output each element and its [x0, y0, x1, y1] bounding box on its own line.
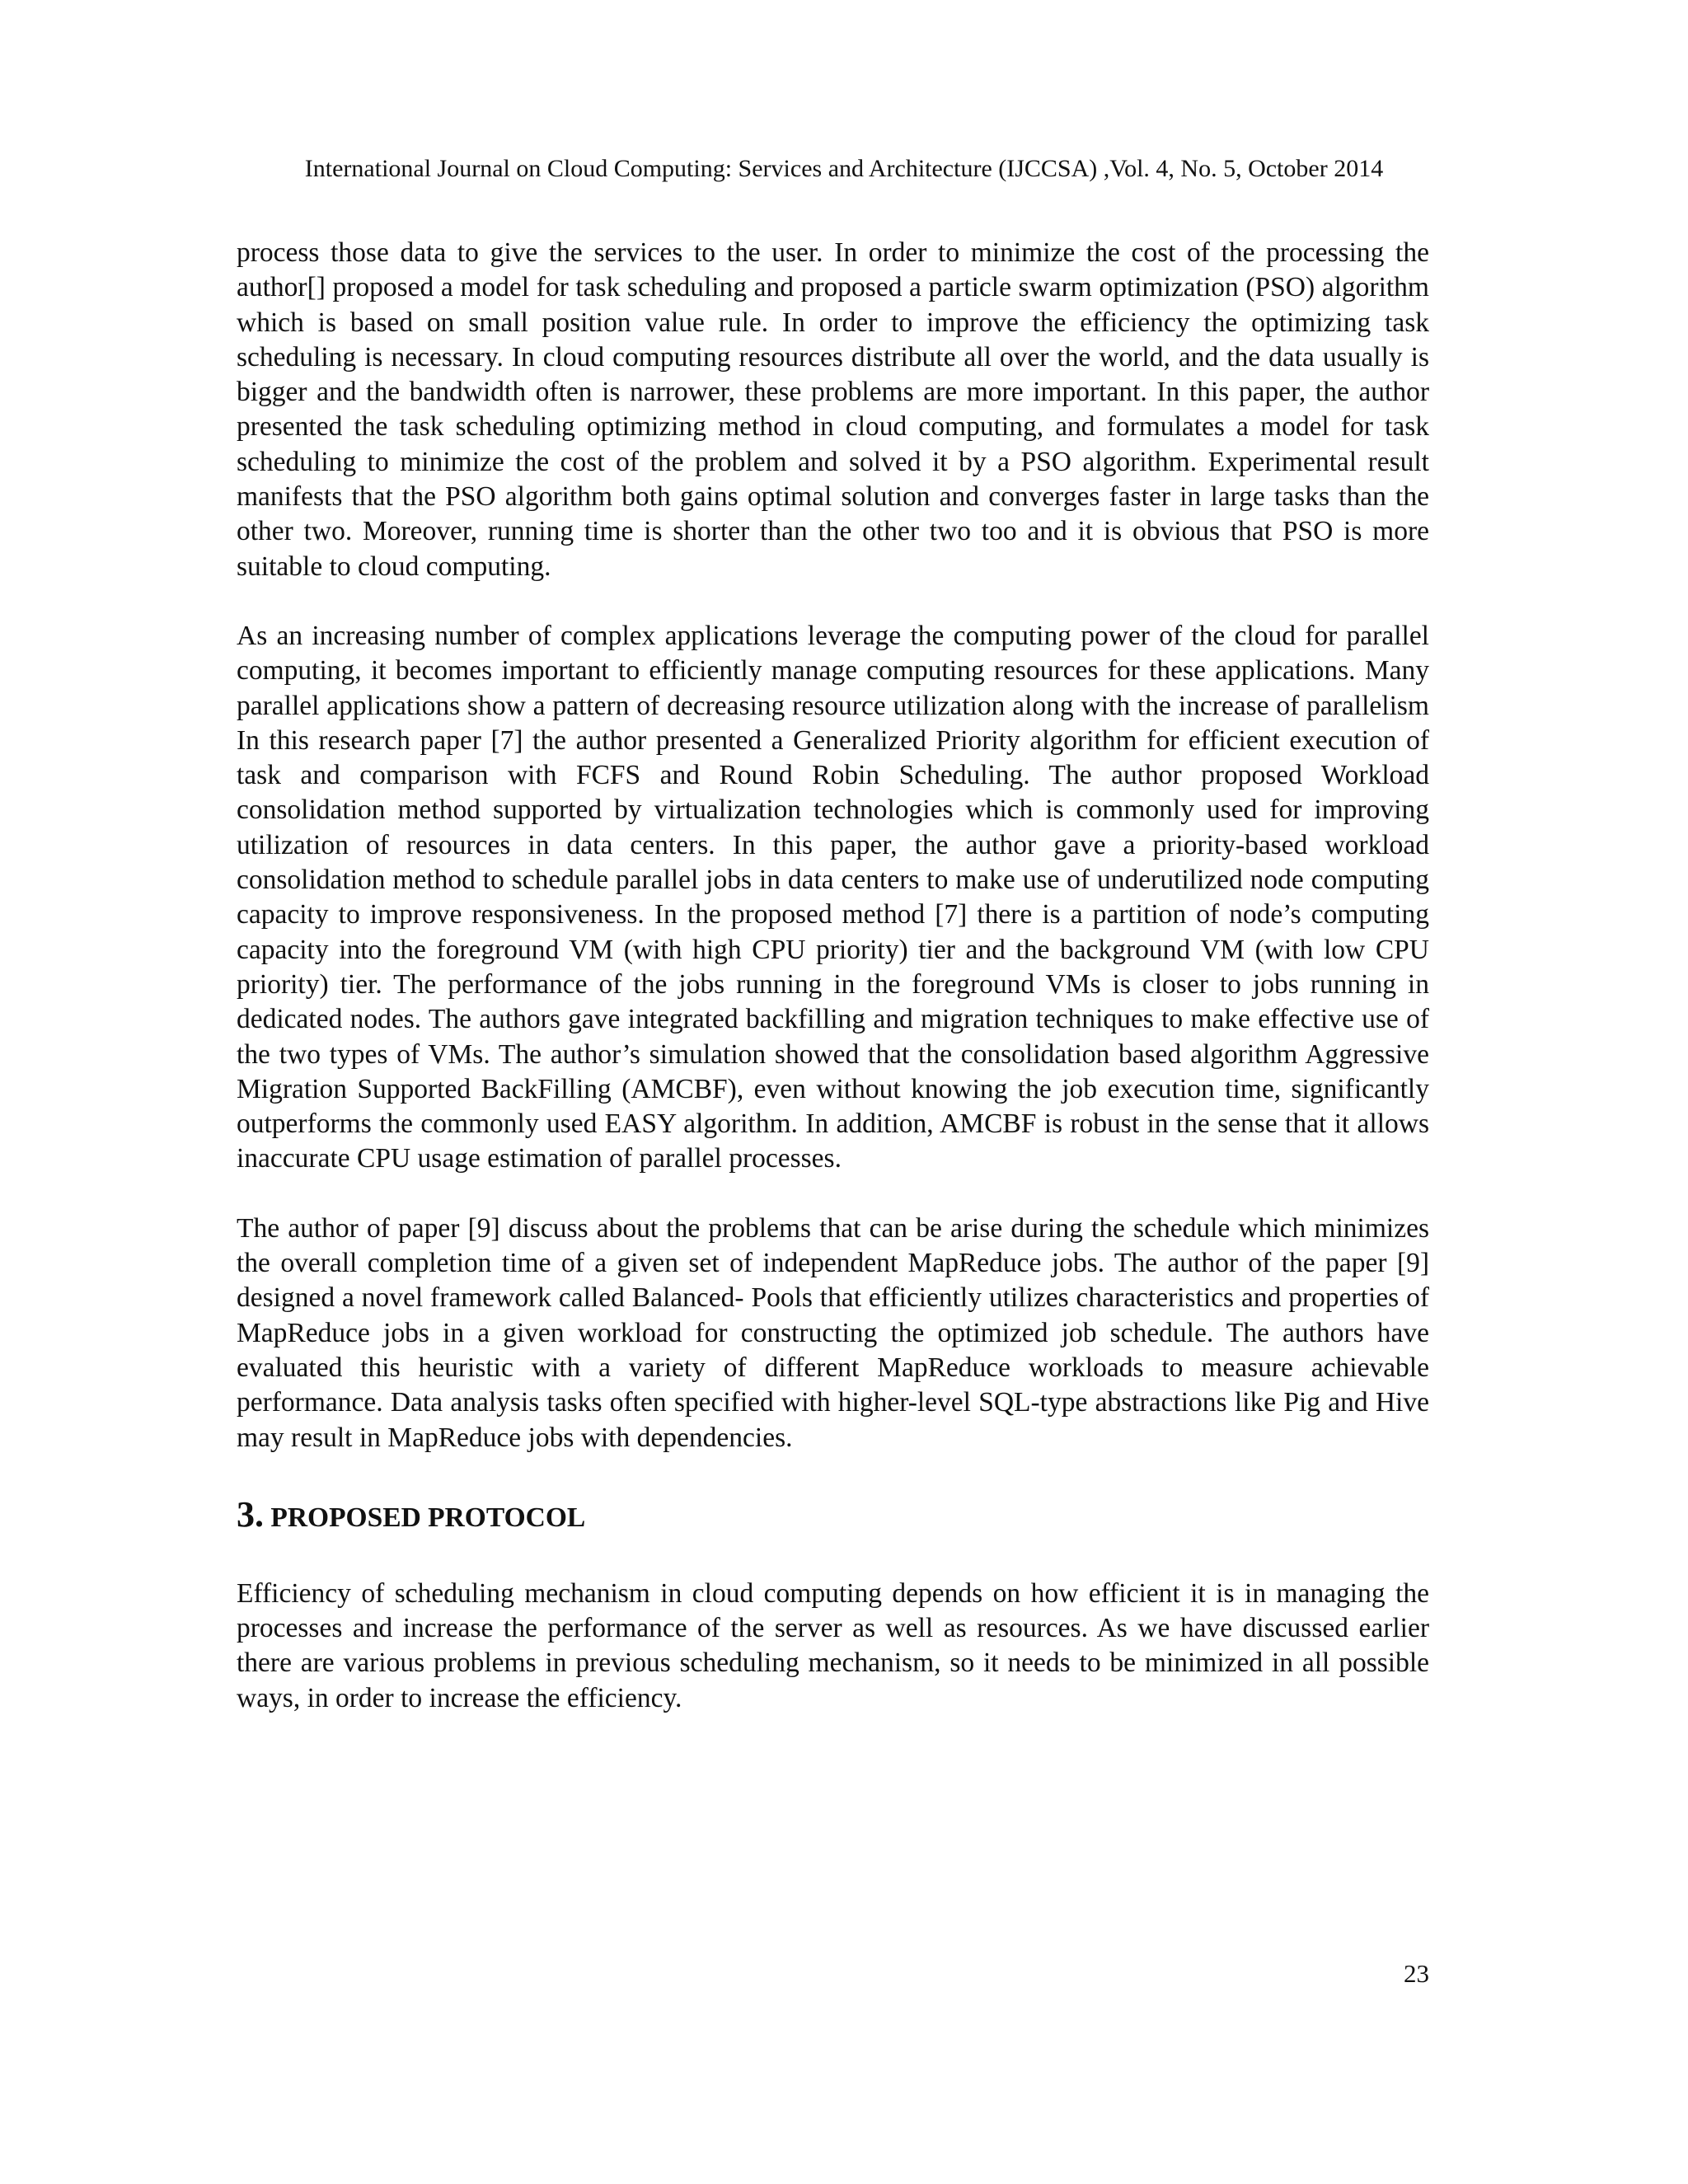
- running-head: International Journal on Cloud Computing: Services and Architecture (IJCCSA) ,Vol. 4, No. 5, October 2014: [304, 155, 1384, 182]
- paragraph: As an increasing number of complex applications leverage the computing power of the cloud for parallel computing, it becomes important to efficiently manage computing resources for these applications. Many parallel applications show a pattern of decreasing resource utilization along with the increase of parallelism In this research paper [7] the author presented a Generalized Priority algorithm for efficient execution of task and comparison with FCFS and Round Robin Scheduling. The author proposed Workload consolidation method supported by virtualization technologies which is commonly used for improving utilization of resources in data centers. In this paper, the author gave a priority-based workload consolidation method to schedule parallel jobs in data centers to make use of underutilized node computing capacity to improve responsiveness. In the proposed method [7] there is a partition of node’s computing capacity into the foreground VM (with high CPU priority) tier and the background VM (with low CPU priority) tier. The performance of the jobs running in the foreground VMs is closer to jobs running in dedicated nodes. The authors gave integrated backfilling and migration techniques to make effective use of the two types of VMs. The author’s simulation showed that the consolidation based algorithm Aggressive Migration Supported BackFilling (AMCBF), even without knowing the job execution time, significantly outperforms the commonly used EASY algorithm. In addition, AMCBF is robust in the sense that it allows inaccurate CPU usage estimation of parallel processes.: [237, 620, 1429, 1174]
- page-number: 23: [1404, 1959, 1429, 1988]
- section-number: 3.: [237, 1493, 264, 1535]
- section-title: PROPOSED PROTOCOL: [270, 1502, 586, 1533]
- section-heading: [237, 1493, 1429, 1535]
- body-text: [237, 236, 1429, 1716]
- paragraph: The author of paper [9] discuss about the problems that can be arise during the schedule which minimizes the overall completion time of a given set of independent MapReduce jobs. The author of the paper [9] designed a novel framework called Balanced- Pools that efficiently utilizes characteristics and properties of MapReduce jobs in a given workload for constructing the optimized job schedule. The authors have evaluated this heuristic with a variety of different MapReduce workloads to measure achievable performance. Data analysis tasks often specified with higher-level SQL-type abstractions like Pig and Hive may result in MapReduce jobs with dependencies.: [237, 1212, 1429, 1453]
- paragraph: process those data to give the services to the user. In order to minimize the cost of the processing the author[] proposed a model for task scheduling and proposed a particle swarm optimization (PSO) algorithm which is based on small position value rule. In order to improve the efficiency the optimizing task scheduling is necessary. In cloud computing resources distribute all over the world, and the data usually is bigger and the bandwidth often is narrower, these problems are more important. In this paper, the author presented the task scheduling optimizing method in cloud computing, and formulates a model for task scheduling to minimize the cost of the problem and solved it by a PSO algorithm. Experimental result manifests that the PSO algorithm both gains optimal solution and converges faster in large tasks than the other two. Moreover, running time is shorter than the other two too and it is obvious that PSO is more suitable to cloud computing.: [237, 237, 1429, 582]
- section-paragraph: Efficiency of scheduling mechanism in cloud computing depends on how efficient it is in managing the processes and increase the performance of the server as well as resources. As we have discussed earlier there are various problems in previous scheduling mechanism, so it needs to be minimized in all possible ways, in order to increase the efficiency.: [237, 1577, 1429, 1713]
